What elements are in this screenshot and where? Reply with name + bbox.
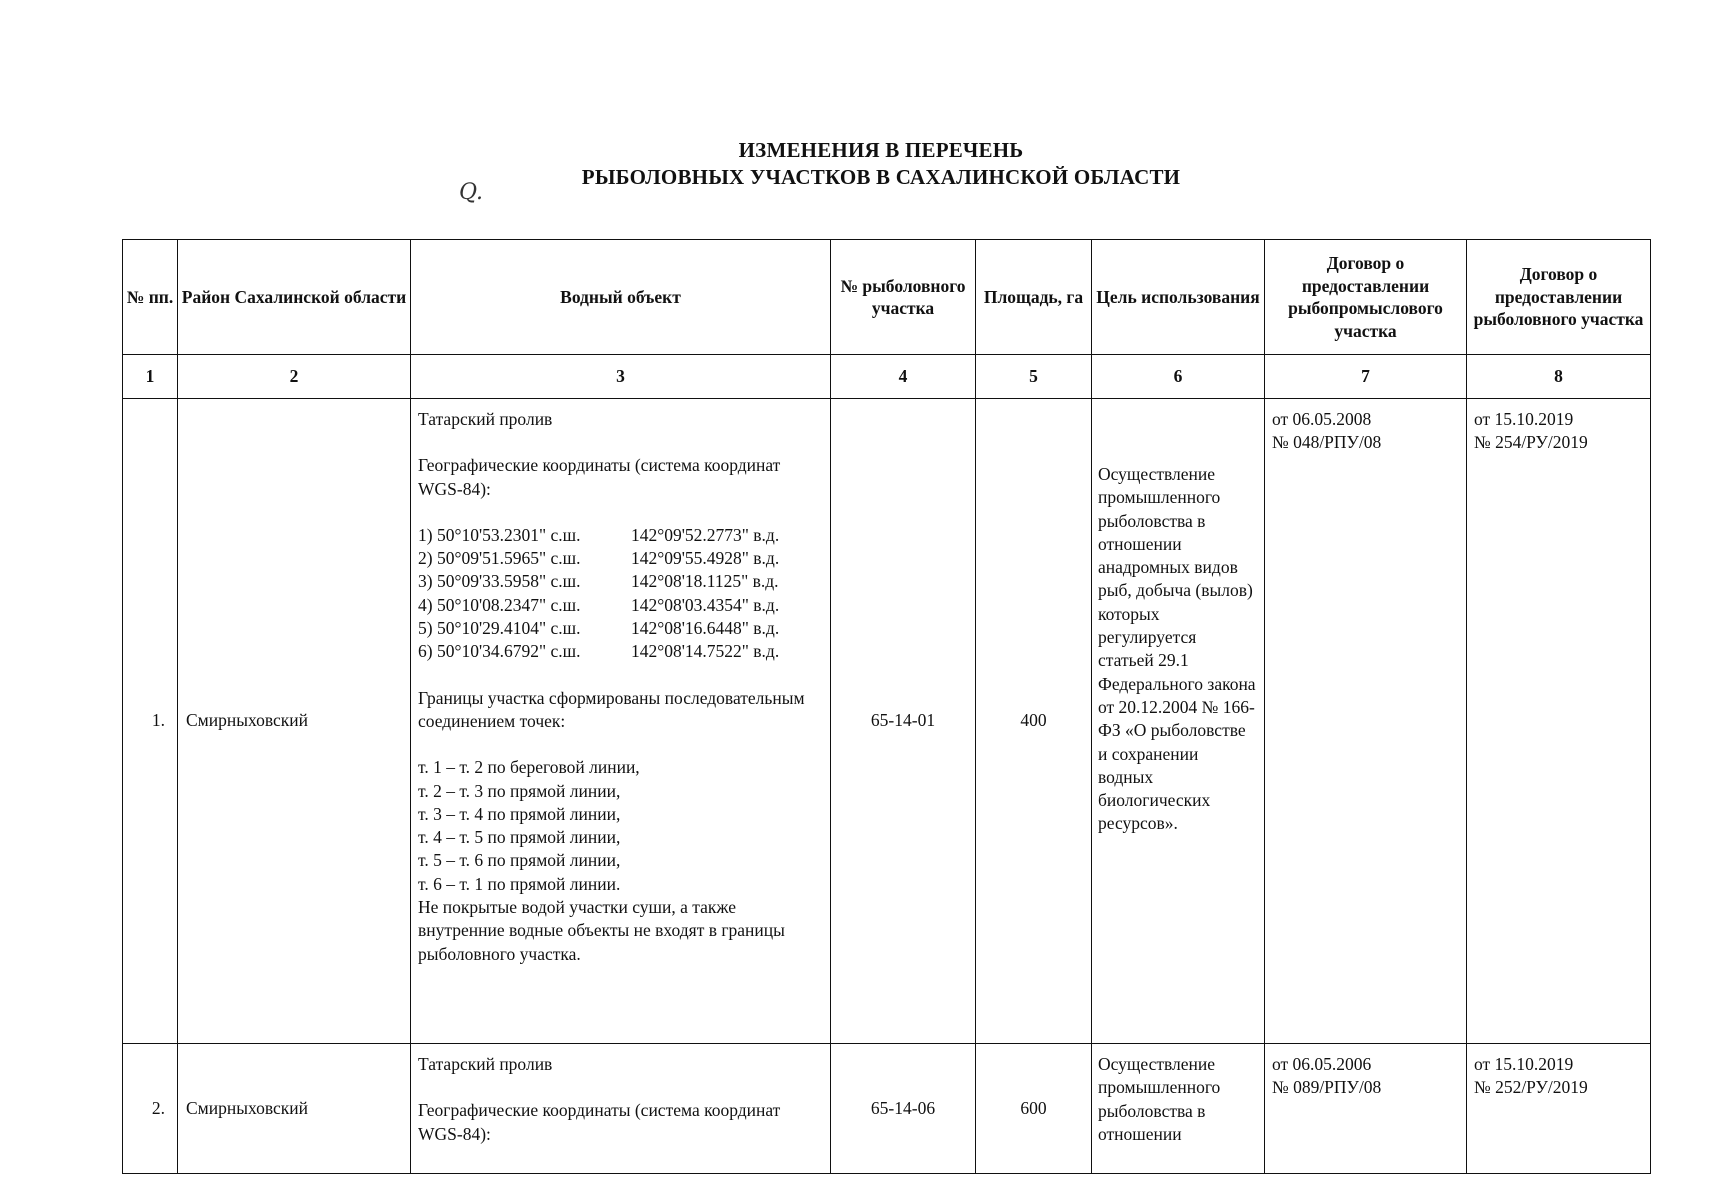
- header-purpose: Цель использования: [1092, 240, 1265, 355]
- contract-date: от 06.05.2008: [1272, 409, 1372, 429]
- column-number: 8: [1467, 355, 1651, 399]
- handwritten-mark: Q.: [459, 180, 483, 205]
- document-title: [0, 137, 1728, 191]
- water-body-cell: [411, 399, 831, 1044]
- borders-intro: Границы участка сформированы последовательным соединением точек:: [418, 687, 805, 731]
- contract-commercial-cell: [1265, 1044, 1467, 1174]
- border-segment: т. 4 – т. 5 по прямой линии,: [418, 827, 621, 848]
- border-segment: т. 2 – т. 3 по прямой линии,: [418, 780, 621, 801]
- row-number: 1.: [123, 399, 178, 1044]
- coordinate-point: 1) 50°10'53.2301" с.ш. 142°09'52.2773" в.д.: [418, 524, 780, 545]
- column-number: 1: [123, 355, 178, 399]
- coordinate-point: 5) 50°10'29.4104" с.ш. 142°08'16.6448" в.д.: [418, 618, 780, 639]
- table-row: [123, 399, 1651, 1044]
- area-cell: 400: [976, 399, 1092, 1044]
- header-water-body: Водный объект: [411, 240, 831, 355]
- contract-number: № 048/РПУ/08: [1272, 432, 1382, 453]
- column-number: 7: [1265, 355, 1467, 399]
- plot-number-cell: 65-14-01: [831, 399, 976, 1044]
- contract-commercial-cell: [1265, 399, 1467, 1044]
- district-cell: Смирныховский: [178, 1044, 411, 1174]
- title-line-2: РЫБОЛОВНЫХ УЧАСТКОВ В САХАЛИНСКОЙ ОБЛАСТИ: [581, 165, 1181, 189]
- header-contract-fishing: Договор о предоставлении рыболовного участка: [1467, 240, 1651, 355]
- title-line-1: ИЗМЕНЕНИЯ В ПЕРЕЧЕНЬ: [738, 138, 1024, 162]
- district-cell: Смирныховский: [178, 399, 411, 1044]
- column-number: 3: [411, 355, 831, 399]
- exclusion-note: Не покрытые водой участки суши, а также внутренние водные объекты не входят в границы рыболовного участка.: [418, 897, 785, 964]
- contract-date: от 06.05.2006: [1272, 1054, 1372, 1074]
- header-area: Площадь, га: [976, 240, 1092, 355]
- purpose-cell: [1092, 1044, 1265, 1174]
- column-number: 4: [831, 355, 976, 399]
- coordinate-point: 4) 50°10'08.2347" с.ш. 142°08'03.4354" в.д.: [418, 594, 780, 615]
- header-contract-commercial: Договор о предоставлении рыбопромыслового участка: [1265, 240, 1467, 355]
- header-plot-number: № рыболовного участка: [831, 240, 976, 355]
- water-body-name: Татарский пролив: [418, 409, 553, 429]
- contract-fishing-cell: [1467, 399, 1651, 1044]
- coordinates-intro: Географические координаты (система координат WGS-84):: [418, 1100, 781, 1144]
- header-row: [123, 240, 1651, 355]
- fishing-plots-table: [122, 239, 1651, 1174]
- contract-number: № 089/РПУ/08: [1272, 1077, 1382, 1098]
- contract-number: № 254/РУ/2019: [1474, 432, 1588, 453]
- contract-fishing-cell: [1467, 1044, 1651, 1174]
- coordinate-point: 6) 50°10'34.6792" с.ш. 142°08'14.7522" в.д.: [418, 641, 780, 662]
- contract-date: от 15.10.2019: [1474, 1054, 1574, 1074]
- coordinate-point: 2) 50°09'51.5965" с.ш. 142°09'55.4928" в.д.: [418, 548, 780, 569]
- header-district: Район Сахалинской области: [178, 240, 411, 355]
- column-number: 2: [178, 355, 411, 399]
- purpose-text: Осуществление промышленного рыболовства в отношении: [1098, 1054, 1221, 1144]
- column-number: 6: [1092, 355, 1265, 399]
- column-number: 5: [976, 355, 1092, 399]
- plot-number-cell: 65-14-06: [831, 1044, 976, 1174]
- water-body-name: Татарский пролив: [418, 1054, 553, 1074]
- coordinate-point: 3) 50°09'33.5958" с.ш. 142°08'18.1125" в.д.: [418, 571, 779, 592]
- header-number: № пп.: [123, 240, 178, 355]
- area-cell: 600: [976, 1044, 1092, 1174]
- table-row: [123, 1044, 1651, 1174]
- border-segment: т. 6 – т. 1 по прямой линии.: [418, 873, 621, 894]
- contract-date: от 15.10.2019: [1474, 409, 1574, 429]
- coordinates-intro: Географические координаты (система координат WGS-84):: [418, 455, 781, 499]
- row-number: 2.: [123, 1044, 178, 1174]
- contract-number: № 252/РУ/2019: [1474, 1077, 1588, 1098]
- column-number-row: [123, 355, 1651, 399]
- border-segment: т. 3 – т. 4 по прямой линии,: [418, 803, 621, 824]
- water-body-cell: [411, 1044, 831, 1174]
- purpose-cell: Осуществление промышленного рыболовства в отношении анадромных видов рыб, добыча (вылов) которых регулируется статьей 29.1 Федерального закона от 20.12.2004 № 166-ФЗ «О рыболовстве и сохранении водных биологических ресурсов».: [1092, 399, 1265, 1044]
- border-segment: т. 5 – т. 6 по прямой линии,: [418, 850, 621, 871]
- border-segment: т. 1 – т. 2 по береговой линии,: [418, 757, 640, 778]
